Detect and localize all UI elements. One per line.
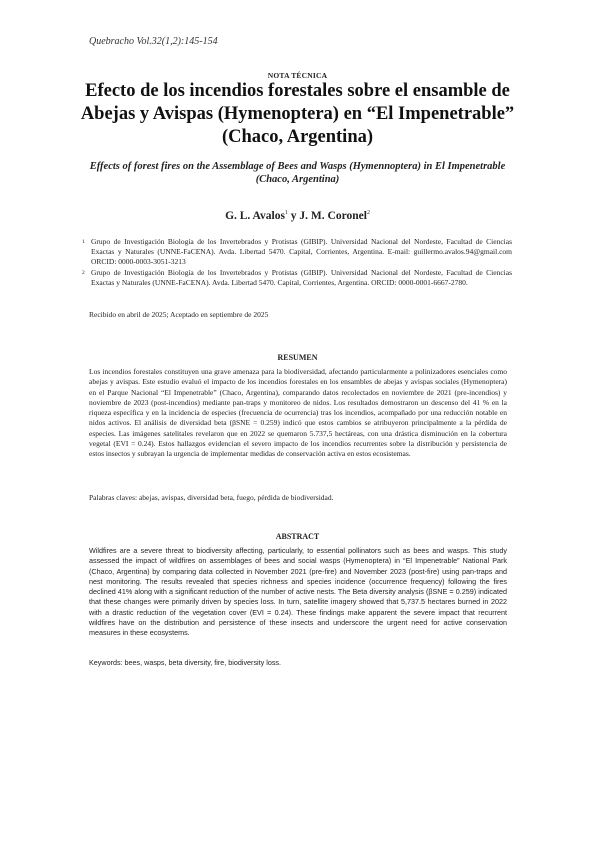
affiliation-2 [82,268,512,288]
author-list [0,210,595,222]
resumen-text: Los incendios forestales constituyen una grave amenaza para la biodiversidad, afectando particularmente a polinizadores esenciales como abejas y avispas. Este estudio evaluó el impacto de los incendios forestales en los ensambles de abejas y avispas sociales (Hymenoptera) en el Parque Nacional “El Impenetrable” (Chaco, Argentina), comparando datos recolectados en noviembre de 2021 (pre-incendios) y noviembre de 2023 (post-incendios) mediante pan-traps y monitoreo de nidos. Los resultados demostraron un descenso del 41 % en la riqueza específica y en la incidencia de especies (frecuencia de ocurrencia) tras los incendios, acompañado por una reducción notable en nidos activos. El análisis de diversidad beta (βSNE = 0.259) indicó que estos cambios se atribuyeron principalmente a la pérdida de especies. Las imágenes satelitales revelaron que en 2022 se quemaron 5.737,5 hectáreas, con una drástica disminución en la cobertura vegetal (EVI = 0.24). Estos hallazgos evidencian el severo impacto de los incendios recurrentes sobre la distribución y persistencia de estos insectos y subrayan la urgencia de implementar medidas de conservación activa en estos ecosistemas. [89,367,507,458]
running-head: Quebracho Vol.32(1,2):145-154 [89,36,218,47]
affiliation-2-number: 2 [82,270,85,276]
title-line-3: (Chaco, Argentina) [221,127,374,147]
author-1-affil-mark: 1 [284,210,288,217]
abstract-heading: ABSTRACT [275,532,320,541]
author-2-affil-mark: 2 [366,210,370,217]
received-dates: Recibido en abril de 2025; Aceptado en septiembre de 2025 [89,310,269,319]
resumen-heading: RESUMEN [277,353,318,362]
keywords-english: Keywords: bees, wasps, beta diversity, fire, biodiversity loss. [89,658,282,667]
english-title [70,160,525,186]
affiliation-1 [82,237,512,268]
affiliation-1-text: Grupo de Investigación Biología de los Invertebrados y Protistas (GIBIP). Universidad Nacional del Nordeste, Facultad de Ciencias Exactas y Naturales (UNNE-FaCENA). Avda. Libertad 5470. Capital, Corrientes, Argentina. E-mail: guillermo.avalos.94@gmail.com ORCID: 0000-0003-3051-3213 [91,237,512,267]
paper-title [70,80,525,149]
affiliation-2-text: Grupo de Investigación Biología de los Invertebrados y Protistas (GIBIP). Universidad Nacional del Nordeste, Facultad de Ciencias Exactas y Naturales (UNNE-FaCENA). Avda. Libertad 5470. Capital, Corrientes, Argentina. ORCID: 0000-0001-6667-2780. [91,268,512,288]
english-title-line-1: Effects of forest fires on the Assemblage of Bees and Wasps (Hymennoptera) in El Impenetrable [89,161,506,172]
author-1: G. L. Avalos [225,210,285,222]
keywords-spanish: Palabras claves: abejas, avispas, diversidad beta, fuego, pérdida de biodiversidad. [89,493,334,502]
affiliation-1-number: 1 [82,239,85,245]
abstract-text: Wildfires are a severe threat to biodiversity affecting, particularly, to essential pollinators such as bees and wasps. This study assessed the impact of wildfires on assemblages of bees and social wasps (Hymenoptera) in “El Impenetrable” National Park (Chaco, Argentina) by comparing data collected in November 2021 (pre-fire) and November 2023 (post-fire) using pan-traps and nest monitoring. The results revealed that species richness and species incidence (occurrence frequency) following the fires declined 41% along with a significant reduction of the number of active nests. The Beta diversity analysis (βSNE = 0.259) indicated that these changes were primarily driven by species loss. In turn, satellite imagery showed that 5,737.5 hectares burned in 2022 with a drastic reduction of the vegetation cover (EVI = 0.24). These findings make apparent the severe impact that recurrent wildfires have on the distribution and persistence of these insects and underscore the urgent need for active conservation measures in these ecosystems. [89,546,507,637]
author-connector: y [287,210,300,222]
title-line-1: Efecto de los incendios forestales sobre el ensamble de [85,81,510,101]
note-label: NOTA TÉCNICA [267,71,328,80]
author-2: J. M. Coronel [299,210,367,222]
english-title-line-2: (Chaco, Argentina) [255,174,340,185]
title-line-2: Abejas y Avispas (Hymenoptera) en “El Impenetrable” [80,104,515,124]
